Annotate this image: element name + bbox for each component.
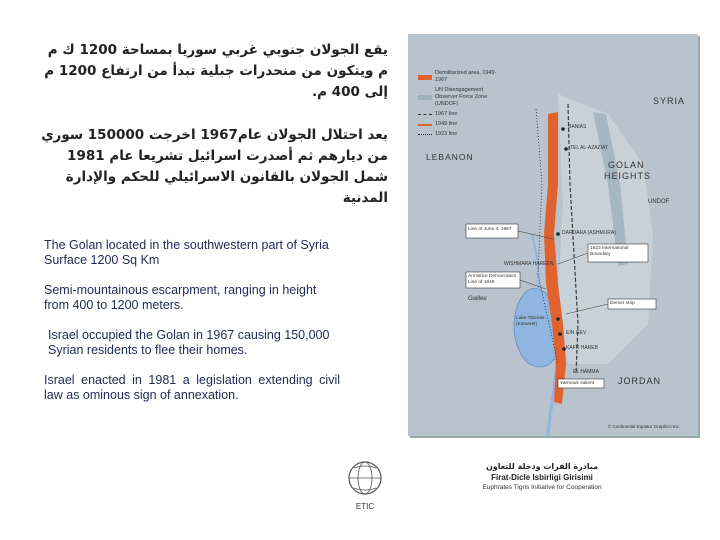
legend-item-1949: 1949 line — [418, 121, 506, 128]
place-ein-gev: EIN GEV — [566, 330, 587, 336]
callout-lake-tiberias: Lake Tiberias (Kinneret) — [516, 316, 545, 327]
place-tel-al-azaziat: TEL AL-AZAZIAT — [570, 145, 609, 151]
legend-item-dmz: Demilitarized area, 1949-1967 — [418, 70, 506, 84]
label-syria: SYRIA — [653, 96, 686, 106]
english-text-block — [44, 238, 340, 418]
english-paragraph-1: The Golan located in the southwestern part of Syria Surface 1200 Sq Km — [44, 238, 329, 267]
label-golan: GOLAN — [608, 160, 645, 170]
etic-globe-icon — [340, 458, 390, 498]
label-galilee: Galilee — [468, 296, 487, 302]
label-undof: UNDOF — [648, 199, 670, 205]
english-paragraph-2: Semi-mountainous escarpment, ranging in height from 400 to 1200 meters. — [44, 283, 317, 312]
place-banias: BANIAS — [568, 124, 587, 130]
callout-armistice-1949: Armistice Demarcation Line of 1949 — [468, 274, 517, 285]
label-heights: HEIGHTS — [604, 171, 652, 181]
legend-swatch-1967 — [418, 114, 432, 115]
legend-swatch-1923 — [418, 134, 432, 135]
legend-item-undof: UN Disengagement Observer Force Zone (UNDOF) — [418, 87, 506, 108]
map-credit: © Continental Equator Graphics Inc. — [608, 424, 681, 429]
map-legend — [418, 70, 506, 141]
legend-swatch-dmz — [418, 75, 432, 80]
legend-swatch-1949 — [418, 124, 432, 126]
arabic-paragraph-1-block — [38, 40, 388, 103]
etic-logo — [340, 458, 390, 514]
english-paragraph-3: Israel occupied the Golan in 1967 causing 150,000 Syrian residents to flee their homes. — [48, 328, 330, 357]
firat-arabic-name: مبادرة الفرات ودجلة للتعاون — [485, 462, 599, 471]
place-kafr-hareb: KAFR HAREB — [566, 345, 598, 351]
arabic-paragraph-1: يقع الجولان جنوبي غربي سوريا بمساحة 1200 ك م م ويتكون من منحدرات جبلية تبدأ من ارتفاع 1200 م إلى 400 م. — [44, 42, 388, 100]
arabic-paragraph-2-block — [38, 125, 388, 209]
firat-english-name: Euphrates Tigris Initiative for Cooperation — [482, 484, 602, 491]
legend-item-1967: 1967 line — [418, 111, 506, 118]
label-jordan: JORDAN — [618, 376, 662, 386]
english-paragraph-4: Israel enacted in 1981 a legislation extending civil law as ominous sign of annexation. — [44, 373, 340, 402]
callout-demer-strip: Demer strip — [610, 301, 635, 306]
place-el-hamma: EL HAMMA — [573, 369, 599, 375]
legend-swatch-undof — [418, 95, 432, 100]
place-wishmara-hareen: WISHMARA HAREEN — [504, 261, 554, 267]
legend-item-1923: 1923 line — [418, 131, 506, 138]
arabic-paragraph-2: بعد احتلال الجولان عام1967 اخرجت 150000 سوري من ديارهم ثم أصدرت اسرائيل تشريعا عام 1981 شمل الجولان بالقانون الاسرائيلي للحكم والإدارة المدنية — [41, 127, 388, 206]
label-lebanon: LEBANON — [426, 152, 474, 162]
callout-line-1967: Line of June 4, 1967 — [468, 227, 512, 232]
callout-yarmouk-salient: Yarmouk salient — [560, 381, 595, 386]
place-dardara: DARDARA (ASHMURA) — [562, 230, 616, 236]
firat-turkish-name: Firat-Dicle Isbirligi Girisimi — [491, 473, 593, 482]
golan-frontier-map — [408, 34, 698, 436]
etic-label: ETIC — [355, 502, 375, 511]
callout-boundary-1923: 1923 International Boundary — [590, 246, 629, 257]
firat-dicle-logo — [452, 462, 632, 491]
